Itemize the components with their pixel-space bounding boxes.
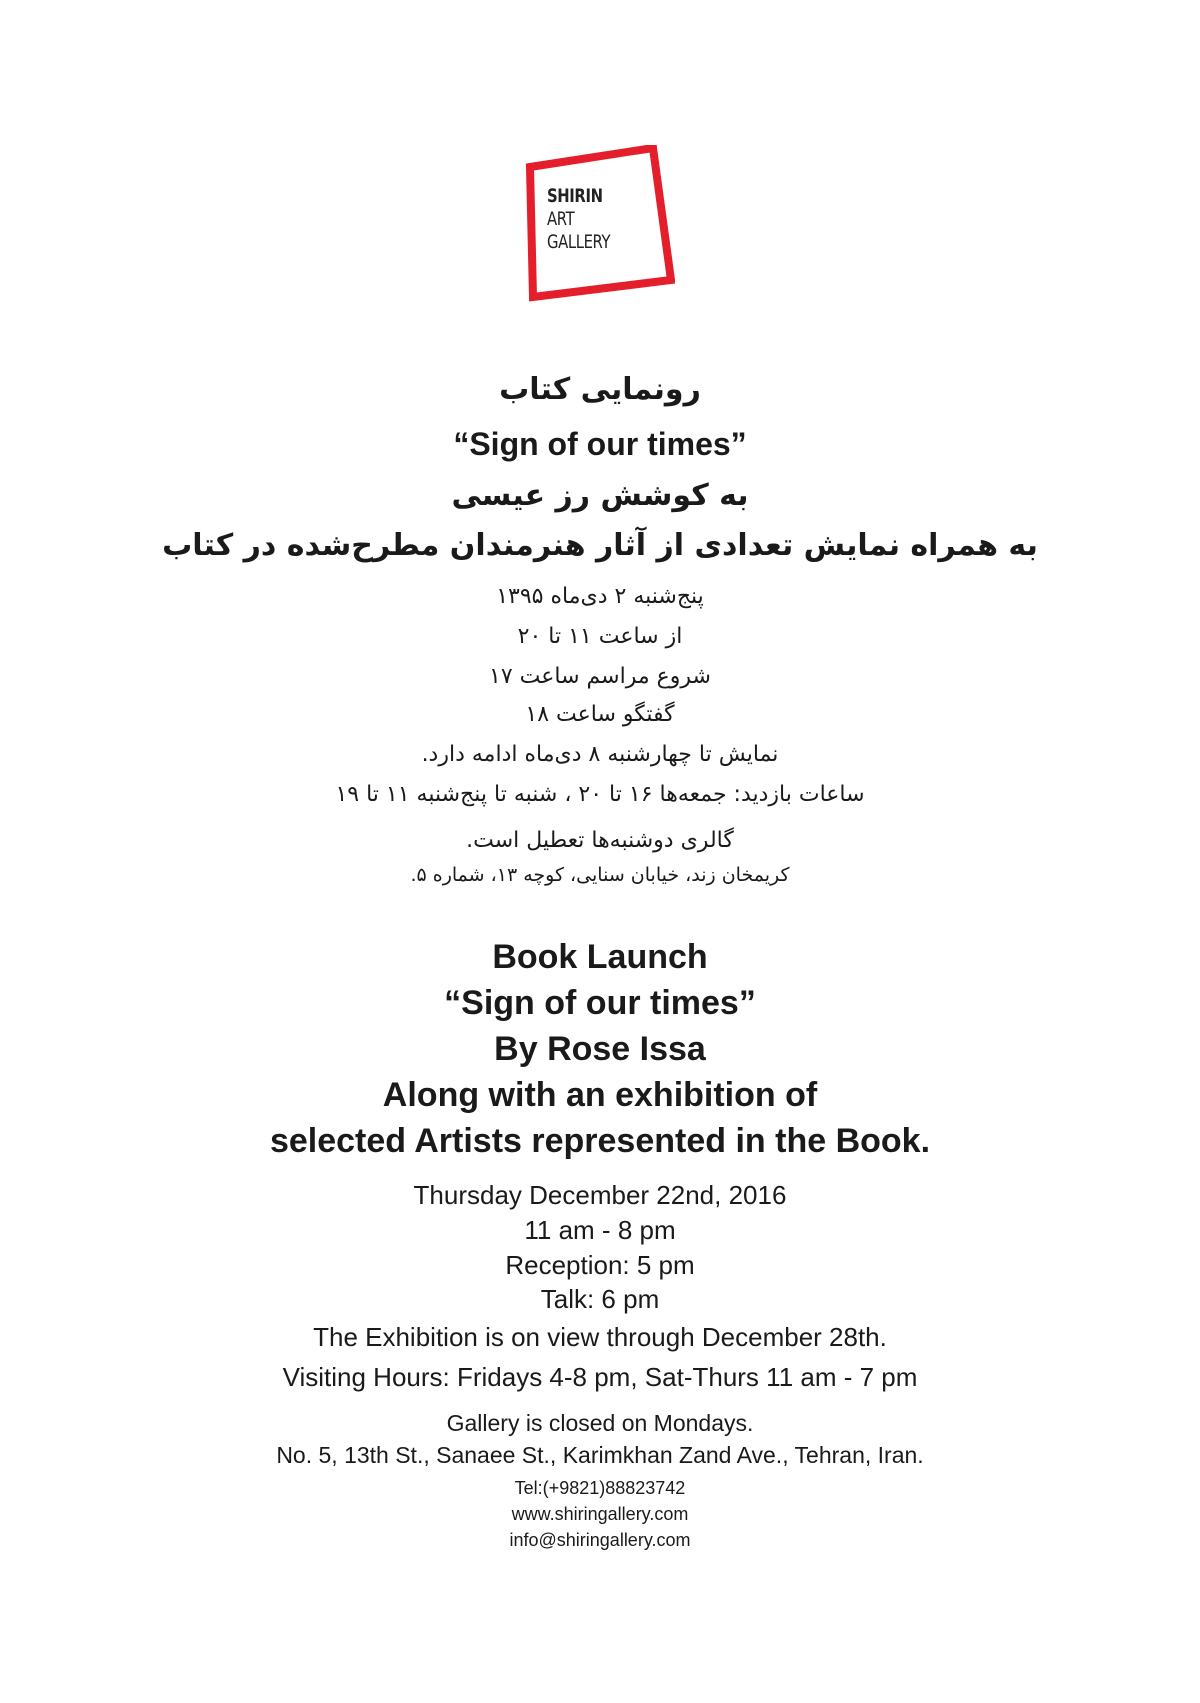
en-closed: Gallery is closed on Mondays. [446,1410,754,1436]
fa-address: کریمخان زند، خیابان سنایی، کوچه ۱۳، شماره ۵. [410,864,790,886]
fa-title: رونمایی کتاب [499,372,701,407]
fa-book-title: “Sign of our times” [453,426,747,462]
en-date: Thursday December 22nd, 2016 [413,1180,787,1210]
en-title: Book Launch [492,938,708,976]
fa-visiting-hours: ساعات بازدید: جمعه‌ها ۱۶ تا ۲۰ ، شنبه تا پنج‌شنبه ۱۱ تا ۱۹ [335,782,865,807]
fa-reception: شروع مراسم ساعت ۱۷ [489,664,711,689]
en-author: By Rose Issa [494,1030,706,1068]
en-on-view: The Exhibition is on view through December 28th. [313,1322,887,1352]
fa-closed: گالری دوشنبه‌ها تعطیل است. [466,828,734,853]
logo-line-3: GALLERY [547,231,611,253]
contact-tel: Tel:(+9821)88823742 [514,1478,686,1498]
fa-author: به کوشش رز عیسی [451,478,749,513]
en-along-1: Along with an exhibition of [382,1076,818,1114]
fa-date: پنج‌شنبه ۲ دی‌ماه ۱۳۹۵ [496,584,704,609]
en-visiting-hours: Visiting Hours: Fridays 4-8 pm, Sat-Thurs 11 am - 7 pm [282,1362,918,1392]
fa-on-view: نمایش تا چهارشنبه ۸ دی‌ماه ادامه دارد. [421,742,779,767]
gallery-logo [525,145,675,305]
en-reception: Reception: 5 pm [505,1250,695,1280]
fa-hours: از ساعت ۱۱ تا ۲۰ [517,624,683,649]
fa-along: به همراه نمایش تعدادی از آثار هنرمندان مطرح‌شده در کتاب [162,528,1038,563]
contact-website: www.shiringallery.com [511,1504,689,1524]
en-address: No. 5, 13th St., Sanaee St., Karimkhan Zand Ave., Tehran, Iran. [276,1442,924,1468]
fa-talk: گفتگو ساعت ۱۸ [525,702,675,727]
en-along-2: selected Artists represented in the Book. [269,1122,931,1160]
en-book-title: “Sign of our times” [444,984,756,1022]
logo-line-1: SHIRIN [547,185,603,207]
en-hours: 11 am - 8 pm [524,1215,676,1245]
logo-text [547,185,637,254]
contact-email: info@shiringallery.com [509,1530,691,1550]
logo-line-2: ART [547,208,575,230]
en-talk: Talk: 6 pm [540,1284,660,1314]
